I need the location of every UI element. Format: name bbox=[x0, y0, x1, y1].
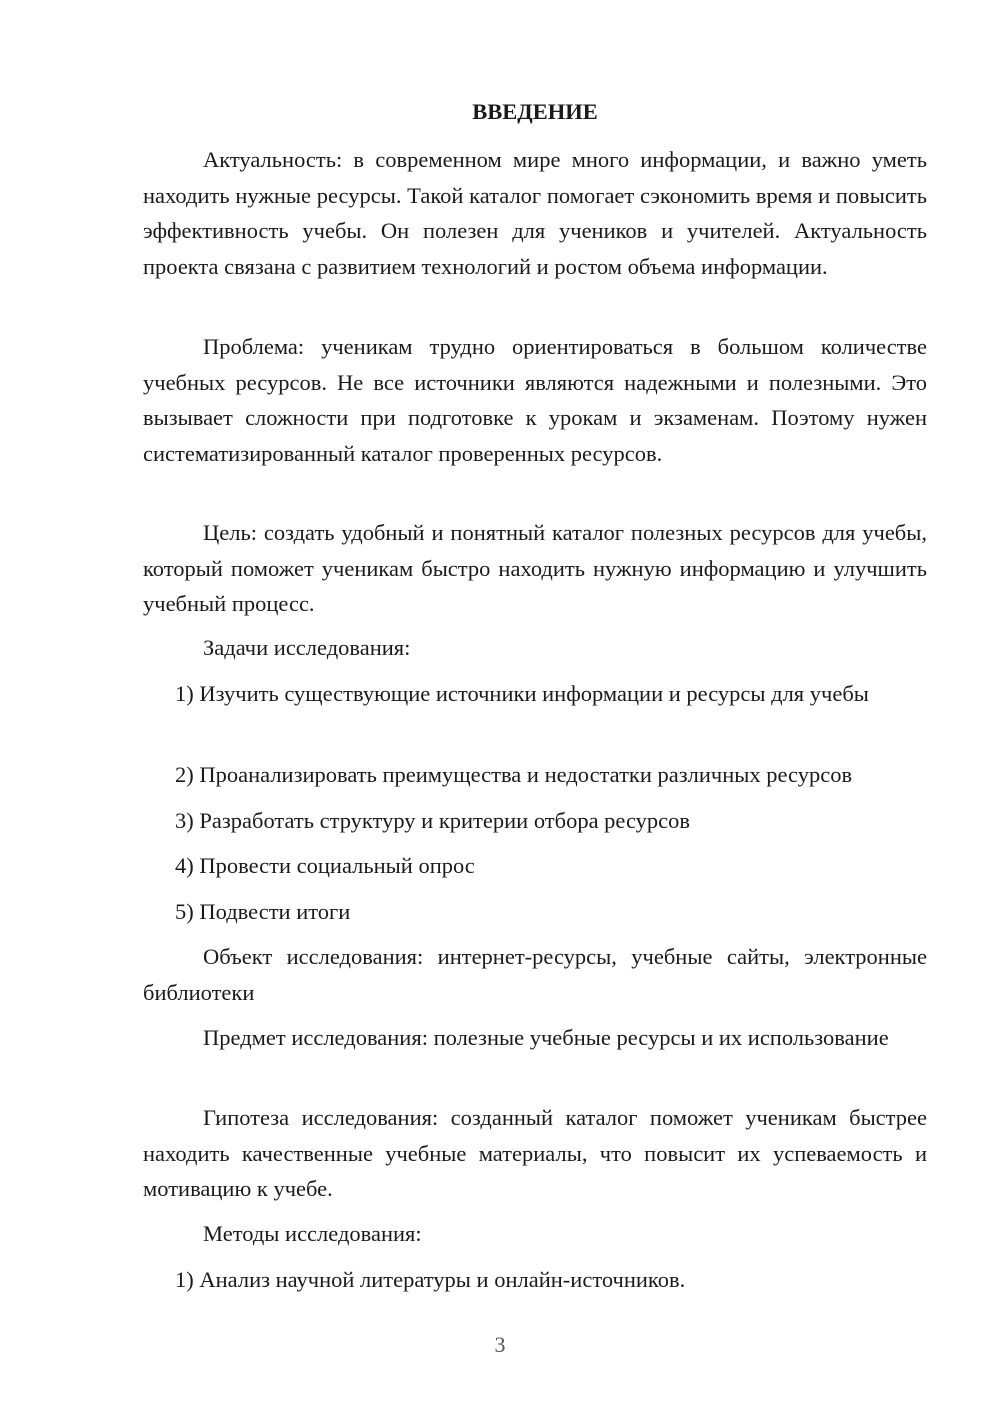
goal-paragraph: Цель: создать удобный и понятный каталог полезных ресурсов для учебы, который поможет ученикам быстро находить нужную информацию и улучшить учебный процесс. bbox=[143, 520, 927, 616]
task-item: 2) Проанализировать преимущества и недостатки различных ресурсов bbox=[175, 762, 853, 787]
task-item: 4) Провести социальный опрос bbox=[175, 853, 475, 878]
hypothesis-paragraph: Гипотеза исследования: созданный каталог поможет ученикам быстрее находить качественные учебные материалы, что повысит их успеваемость и мотивацию к учебе. bbox=[143, 1105, 927, 1201]
subject-paragraph: Предмет исследования: полезные учебные ресурсы и их использование bbox=[203, 1025, 889, 1050]
task-item: 1) Изучить существующие источники информации и ресурсы для учебы bbox=[175, 681, 869, 706]
object-paragraph: Объект исследования: интернет-ресурсы, учебные сайты, электронные библиотеки bbox=[143, 944, 927, 1005]
section-heading: ВВЕДЕНИЕ bbox=[472, 99, 598, 124]
methods-title: Методы исследования: bbox=[203, 1221, 422, 1246]
problem-paragraph: Проблема: ученикам трудно ориентироваться в большом количестве учебных ресурсов. Не все источники являются надежными и полезными. Это вызывает сложности при подготовке к урокам и экзаменам. Поэтому нужен систематизированный каталог проверенных ресурсов. bbox=[143, 334, 927, 466]
task-item: 5) Подвести итоги bbox=[175, 899, 351, 924]
task-item: 3) Разработать структуру и критерии отбора ресурсов bbox=[175, 808, 691, 833]
page-number: 3 bbox=[494, 1332, 506, 1357]
tasks-title: Задачи исследования: bbox=[203, 635, 411, 660]
relevance-paragraph: Актуальность: в современном мире много информации, и важно уметь находить нужные ресурсы. Такой каталог помогает сэкономить время и повысить эффективность учебы. Он полезен для учеников и учителей. Актуальность проекта связана с развитием технологий и ростом объема информации. bbox=[143, 147, 927, 279]
method-item: 1) Анализ научной литературы и онлайн-источников. bbox=[175, 1267, 686, 1292]
